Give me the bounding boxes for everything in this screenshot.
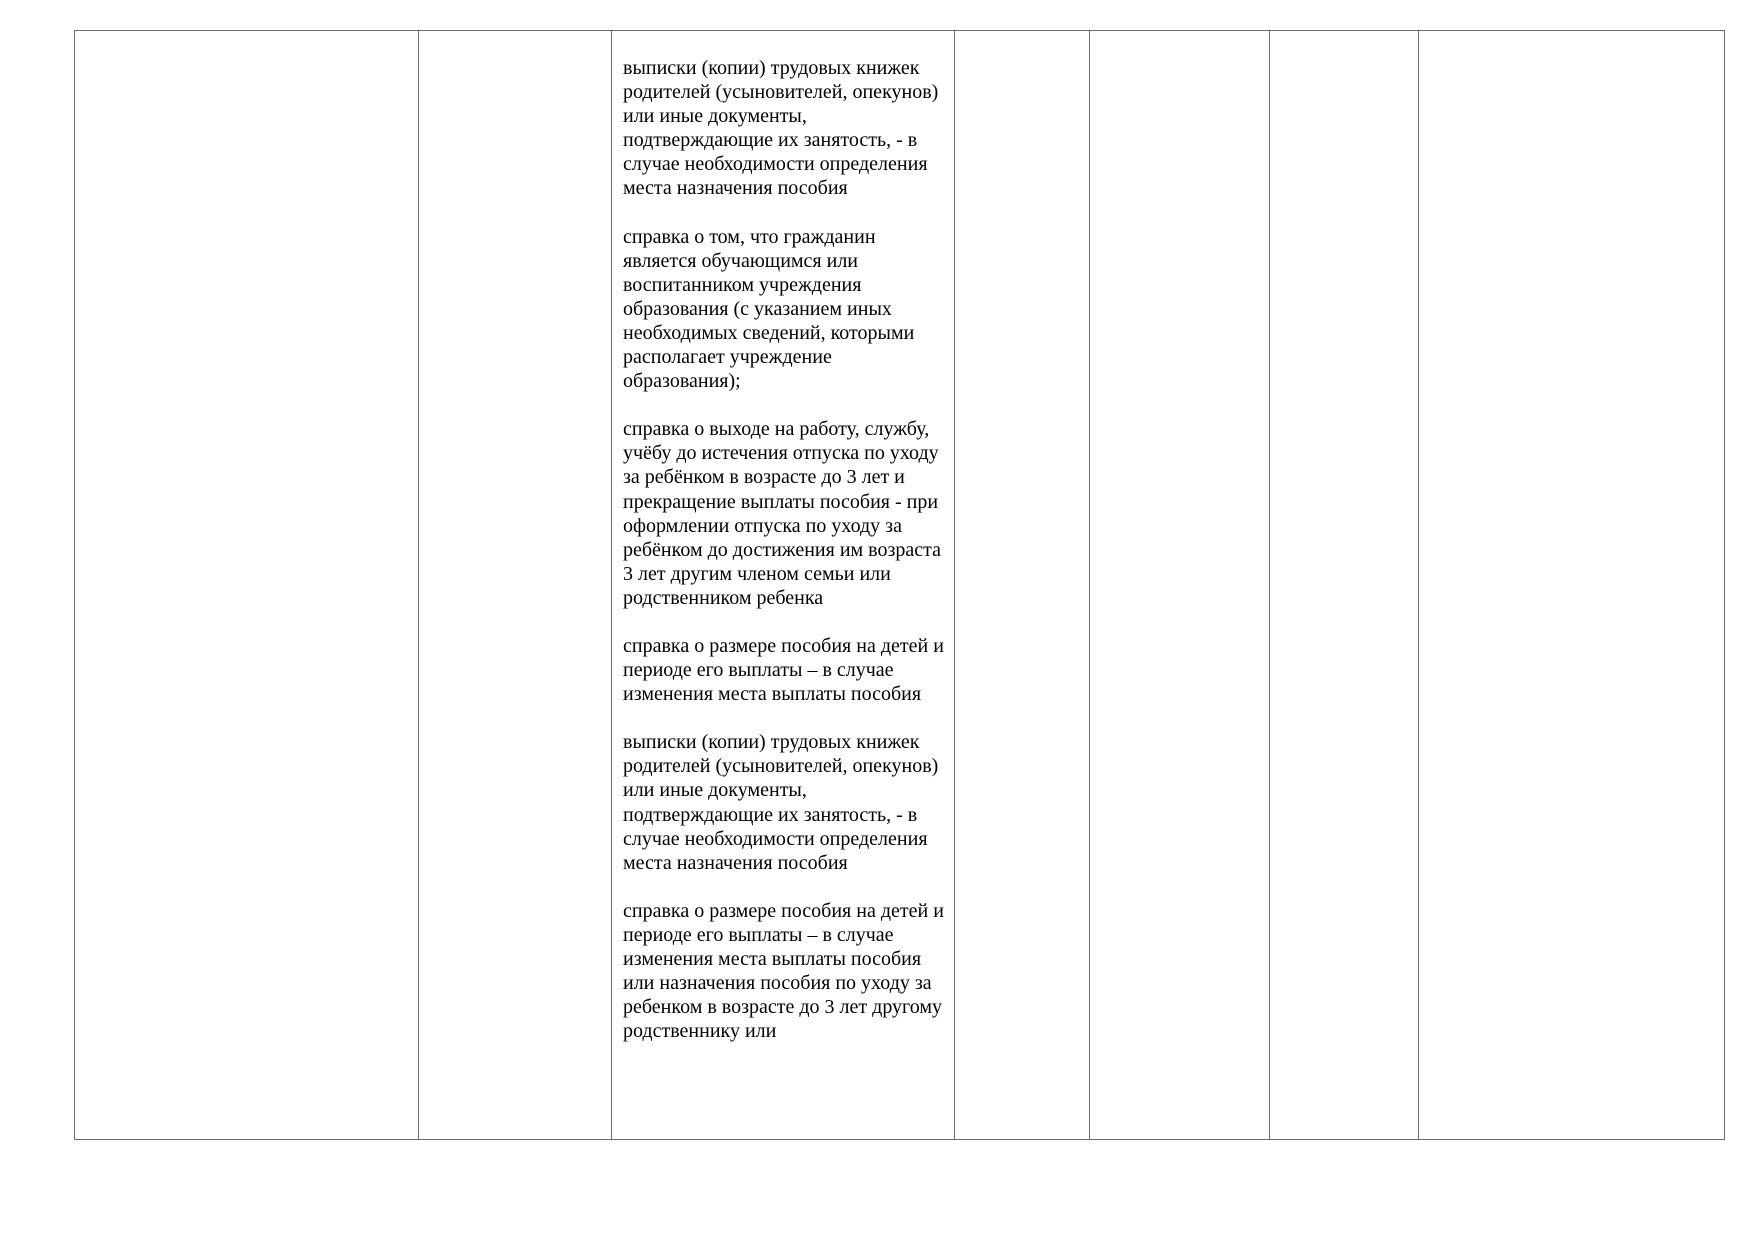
procedures-table xyxy=(74,30,1725,1140)
documents-list xyxy=(612,31,954,1138)
document-paragraph: выписки (копии) трудовых книжек родителей (усыновителей, опекунов) или иные документы, подтверждающие их занятость, - в случае необходимости определения места назначения пособия xyxy=(623,57,939,200)
table-cell-col-1 xyxy=(75,31,419,1140)
document-paragraph: выписки (копии) трудовых книжек родителей (усыновителей, опекунов) или иные документы, подтверждающие их занятость, - в случае необходимости определения места назначения пособия xyxy=(623,731,939,874)
document-paragraph: справка о том, что гражданин является обучающимся или воспитанником учреждения образования (с указанием иных необходимых сведений, которыми располагает учреждение образования); xyxy=(623,225,915,393)
table-cell-col-2 xyxy=(419,31,612,1140)
document-paragraph: справка о размере пособия на детей и периоде его выплаты – в случае изменения места выплаты пособия или назначения пособия по уходу за ребенком в возрасте до 3 лет другому родственнику или xyxy=(623,899,944,1043)
table-cell-col-5 xyxy=(1090,31,1270,1140)
table-cell-col-6 xyxy=(1270,31,1419,1140)
table-cell-col-4 xyxy=(955,31,1090,1140)
document-paragraph: справка о выходе на работу, службу, учёбу до истечения отпуска по уходу за ребёнком в возрасте до 3 лет и прекращение выплаты пособия - при оформлении отпуска по уходу за ребёнком до достижения им возраста 3 лет другим членом семьи или родственником ребенка xyxy=(623,418,941,609)
table-cell-col-7 xyxy=(1419,31,1725,1140)
document-paragraph: справка о размере пособия на детей и периоде его выплаты – в случае изменения места выплаты пособия xyxy=(623,634,944,706)
table-row xyxy=(75,31,1725,1140)
table-cell-col-3 xyxy=(612,31,955,1140)
